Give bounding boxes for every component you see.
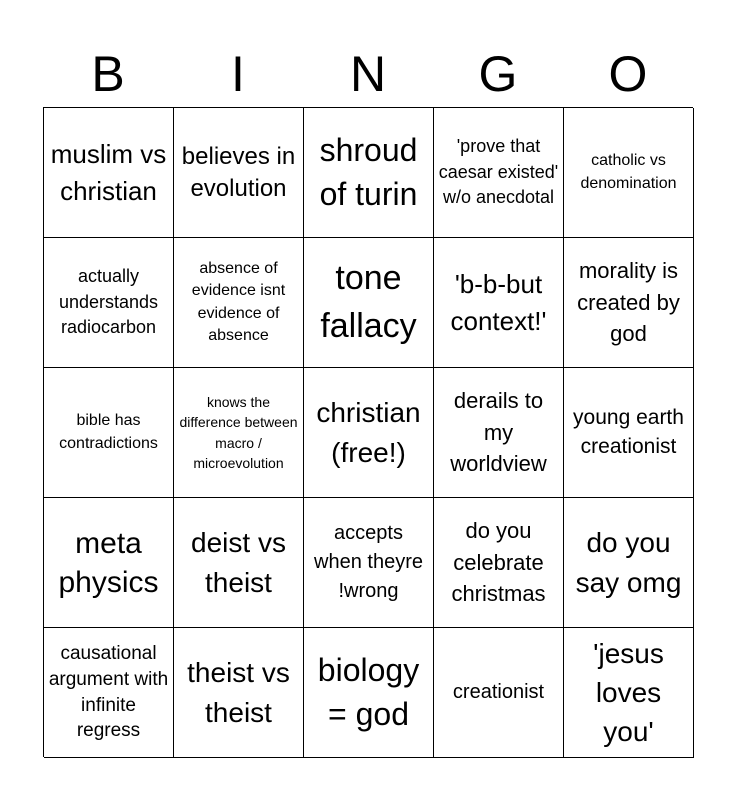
bingo-cell-text: meta physics	[58, 526, 159, 599]
bingo-cell-text: believes in evolution	[181, 142, 296, 202]
bingo-cell[interactable]	[304, 238, 434, 368]
bingo-cell[interactable]	[434, 498, 564, 628]
bingo-cell[interactable]	[434, 368, 564, 498]
bingo-cell[interactable]	[434, 238, 564, 368]
bingo-cell-text: 'jesus loves you'	[593, 637, 664, 748]
bingo-cell-text: 'b-b-but context!'	[450, 268, 547, 336]
bingo-cell-text: actually understands radiocarbon	[58, 265, 159, 338]
bingo-cell[interactable]	[564, 368, 694, 498]
bingo-cell[interactable]	[44, 498, 174, 628]
bingo-cell[interactable]	[564, 498, 694, 628]
header-letter-g: G	[478, 46, 518, 102]
header-letter-n: N	[349, 46, 387, 102]
bingo-cell-text: bible has contradictions	[59, 412, 158, 452]
bingo-cell-text: accepts when theyre !wrong	[314, 522, 423, 602]
bingo-cell[interactable]	[304, 368, 434, 498]
bingo-cell-text: causational argument with infinite regress	[48, 643, 169, 742]
bingo-cell[interactable]	[174, 108, 304, 238]
bingo-cell-text: deist vs theist	[191, 527, 286, 598]
bingo-cell-text: biology = god	[317, 652, 420, 732]
bingo-cell[interactable]	[44, 108, 174, 238]
bingo-cell[interactable]	[174, 238, 304, 368]
bingo-cell-text: shroud of turin	[319, 132, 418, 212]
bingo-cell[interactable]	[44, 238, 174, 368]
bingo-cell-text: absence of evidence isnt evidence of absence	[191, 259, 286, 344]
bingo-cell[interactable]	[44, 368, 174, 498]
bingo-cell-text: do you celebrate christmas	[451, 517, 546, 607]
bingo-cell[interactable]	[564, 108, 694, 238]
bingo-cell-text: do you say omg	[575, 527, 682, 598]
bingo-cell-text: muslim vs christian	[50, 138, 167, 206]
bingo-cell-text: knows the difference between macro / microevolution	[179, 393, 298, 471]
bingo-cell-text: young earth creationist	[573, 406, 684, 458]
bingo-cell-text: catholic vs denomination	[580, 152, 677, 192]
bingo-cell[interactable]	[174, 498, 304, 628]
bingo-header	[43, 40, 693, 108]
header-letter-b: B	[91, 46, 125, 102]
bingo-cell[interactable]	[304, 498, 434, 628]
bingo-cell-text: 'prove that caesar existed' w/o anecdotal	[438, 135, 559, 208]
bingo-cell[interactable]	[564, 628, 694, 758]
bingo-cell-text: creationist	[452, 681, 545, 703]
bingo-cell[interactable]	[564, 238, 694, 368]
bingo-cell-text: morality is created by god	[577, 257, 680, 347]
header-letter-o: O	[608, 46, 648, 102]
bingo-cell[interactable]	[434, 628, 564, 758]
bingo-cell[interactable]	[434, 108, 564, 238]
bingo-cell-text: derails to my worldview	[450, 387, 547, 477]
bingo-cell[interactable]	[304, 628, 434, 758]
bingo-cell[interactable]	[174, 628, 304, 758]
header-letter-i: I	[231, 46, 245, 102]
bingo-card-grid	[43, 107, 693, 757]
bingo-cell-text: theist vs theist	[187, 657, 290, 728]
bingo-cell[interactable]	[174, 368, 304, 498]
bingo-cell[interactable]	[44, 628, 174, 758]
bingo-cell-text: christian (free!)	[316, 397, 421, 468]
bingo-cell[interactable]	[304, 108, 434, 238]
bingo-cell-text: tone fallacy	[320, 258, 417, 345]
